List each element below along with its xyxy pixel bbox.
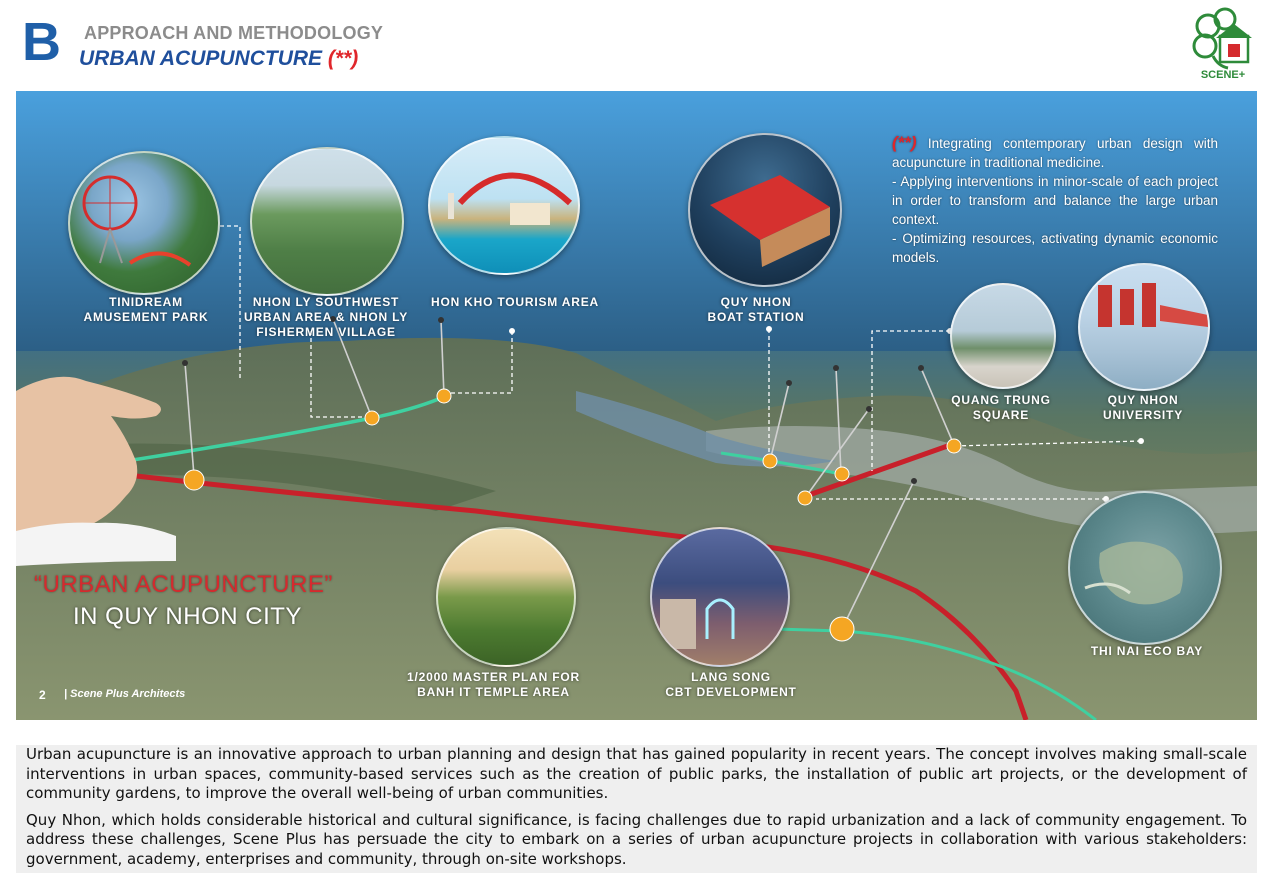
university-sign-icon — [1080, 265, 1208, 389]
thinai-photo — [1068, 491, 1222, 645]
langsong-photo — [650, 527, 790, 667]
pin-quangtrung — [947, 439, 961, 453]
banner-headline-white: IN QUY NHON CITY — [73, 603, 302, 630]
label-boat-station: QUY NHON BOAT STATION — [707, 295, 805, 324]
banner-headline-red: “URBAN ACUPUNCTURE” — [34, 571, 333, 598]
tinidream-photo — [68, 151, 220, 295]
banhit-photo — [436, 527, 576, 667]
description-box — [16, 745, 1257, 873]
section-letter: B — [22, 12, 61, 72]
honkho-photo — [428, 136, 580, 275]
firm-name: | Scene Plus Architects — [64, 688, 186, 700]
arch-bridge-icon — [430, 138, 578, 273]
pin-tinidream — [184, 470, 204, 490]
label-nhonly: NHON LY SOUTHWEST URBAN AREA & NHON LY FISHERMEN VILLAGE — [243, 295, 408, 339]
island-plan-icon — [1070, 493, 1220, 643]
nhonly-photo — [250, 147, 404, 296]
acupuncture-map-banner — [16, 91, 1257, 720]
page-number: 2 — [39, 688, 46, 702]
title-mark: (**) — [327, 47, 359, 70]
pin-honkho — [437, 389, 451, 403]
pin-city — [798, 491, 812, 505]
label-banhit: 1/2000 MASTER PLAN FOR BANH IT TEMPLE AREA — [407, 670, 580, 699]
label-langsong: LANG SONG CBT DEVELOPMENT — [665, 670, 797, 699]
station-roof-icon — [690, 135, 840, 285]
page-title — [79, 47, 358, 71]
quangtrung-photo — [950, 283, 1056, 389]
ferris-wheel-icon — [70, 153, 218, 293]
note-line-2: - Applying interventions in minor-scale of each project in order to transform and balance the large urban context. — [892, 174, 1218, 227]
paragraph-2: Quy Nhon, which holds considerable historical and cultural significance, is facing challenges due to rapid urbanization and a lack of community engagement. To address these challenges, Scene Plus has persuade the city to embark on a series of urban acupuncture projects in collaboration with various stakeholders: government, academy, enterprises and community, through on-site workshops. — [26, 810, 1247, 868]
lantern-arch-icon — [652, 529, 788, 665]
pin-boat-2 — [835, 467, 849, 481]
label-tinidream: TINIDREAM AMUSEMENT PARK — [83, 295, 209, 324]
section-supertitle: APPROACH AND METHODOLOGY — [84, 23, 384, 43]
paragraph-1: Urban acupuncture is an innovative approach to urban planning and design that has gained popularity in recent years. The concept involves making small-scale interventions in urban spaces, community-based services such as the creation of public parks, the installation of public art projects, or the development of community gardens, to improve the overall well-being of urban communities. — [26, 745, 1247, 802]
label-quangtrung: QUANG TRUNG SQUARE — [951, 393, 1051, 422]
acupuncture-note — [892, 133, 1218, 267]
university-photo — [1078, 263, 1210, 391]
label-thinai: THI NAI ECO BAY — [1090, 644, 1204, 658]
pin-langsong — [830, 617, 854, 641]
label-honkho: HON KHO TOURISM AREA — [430, 295, 599, 309]
pin-nhonly — [365, 411, 379, 425]
note-mark: (**) — [892, 133, 917, 152]
boat-station-photo — [688, 133, 842, 287]
note-line-3: - Optimizing resources, activating dynamic economic models. — [892, 231, 1218, 265]
label-university: QUY NHON UNIVERSITY — [1102, 393, 1183, 422]
page-title-text: URBAN ACUPUNCTURE — [79, 47, 323, 70]
pin-boat — [763, 454, 777, 468]
logo-text: SCENE+ — [1200, 69, 1246, 81]
scene-plus-logo — [1188, 6, 1258, 82]
note-line-1: Integrating contemporary urban design with acupuncture in traditional medicine. — [892, 136, 1218, 170]
